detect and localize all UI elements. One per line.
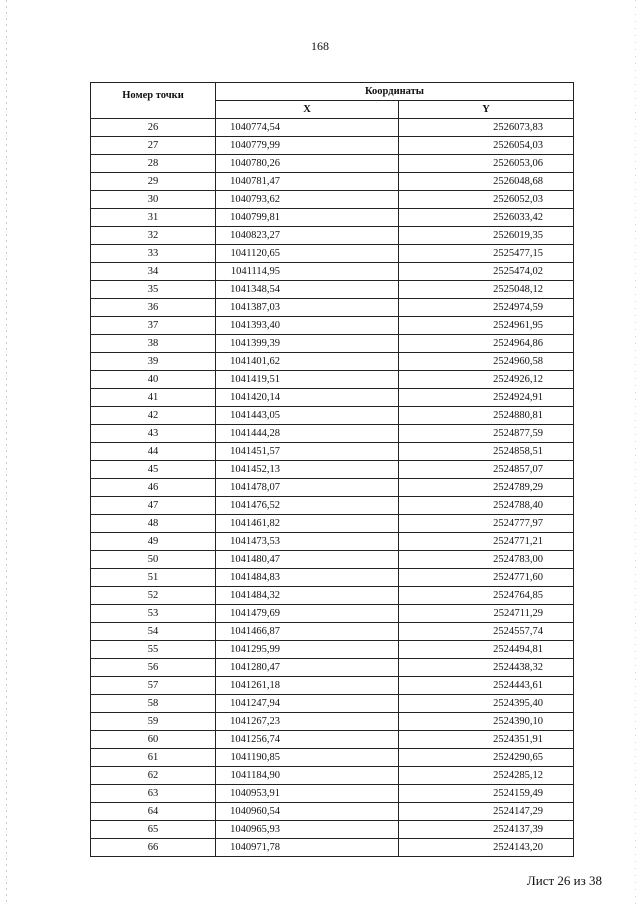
- point-number-cell: 27: [91, 137, 216, 155]
- y-coordinate-cell: 2526052,03: [399, 191, 574, 209]
- x-coordinate-cell: 1041387,03: [216, 299, 399, 317]
- point-number-cell: 47: [91, 497, 216, 515]
- point-number-cell: 62: [91, 767, 216, 785]
- x-coordinate-cell: 1041256,74: [216, 731, 399, 749]
- y-coordinate-cell: 2524924,91: [399, 389, 574, 407]
- table-row: [91, 479, 574, 497]
- x-coordinate-cell: 1041393,40: [216, 317, 399, 335]
- y-coordinate-cell: 2526073,83: [399, 119, 574, 137]
- table-row: [91, 245, 574, 263]
- y-coordinate-cell: 2524964,86: [399, 335, 574, 353]
- point-number-cell: 60: [91, 731, 216, 749]
- x-coordinate-cell: 1041348,54: [216, 281, 399, 299]
- x-coordinate-cell: 1041190,85: [216, 749, 399, 767]
- point-number-cell: 37: [91, 317, 216, 335]
- y-coordinate-cell: 2524974,59: [399, 299, 574, 317]
- x-coordinate-cell: 1041451,57: [216, 443, 399, 461]
- table-row: [91, 785, 574, 803]
- point-number-cell: 29: [91, 173, 216, 191]
- header-y: Y: [399, 101, 574, 119]
- table-row: [91, 209, 574, 227]
- x-coordinate-cell: 1041114,95: [216, 263, 399, 281]
- table-row: [91, 641, 574, 659]
- x-coordinate-cell: 1041401,62: [216, 353, 399, 371]
- x-coordinate-cell: 1041420,14: [216, 389, 399, 407]
- point-number-cell: 57: [91, 677, 216, 695]
- y-coordinate-cell: 2526048,68: [399, 173, 574, 191]
- coordinates-table: [90, 82, 574, 857]
- x-coordinate-cell: 1041120,65: [216, 245, 399, 263]
- x-coordinate-cell: 1040779,99: [216, 137, 399, 155]
- point-number-cell: 43: [91, 425, 216, 443]
- y-coordinate-cell: 2524961,95: [399, 317, 574, 335]
- table-row: [91, 821, 574, 839]
- y-coordinate-cell: 2524789,29: [399, 479, 574, 497]
- table-row: [91, 299, 574, 317]
- x-coordinate-cell: 1041295,99: [216, 641, 399, 659]
- y-coordinate-cell: 2524771,60: [399, 569, 574, 587]
- point-number-cell: 61: [91, 749, 216, 767]
- point-number-cell: 28: [91, 155, 216, 173]
- y-coordinate-cell: 2524438,32: [399, 659, 574, 677]
- table-row: [91, 407, 574, 425]
- point-number-cell: 59: [91, 713, 216, 731]
- point-number-cell: 38: [91, 335, 216, 353]
- x-coordinate-cell: 1041478,07: [216, 479, 399, 497]
- table-row: [91, 353, 574, 371]
- table-row: [91, 263, 574, 281]
- x-coordinate-cell: 1041473,53: [216, 533, 399, 551]
- point-number-cell: 33: [91, 245, 216, 263]
- y-coordinate-cell: 2524771,21: [399, 533, 574, 551]
- y-coordinate-cell: 2524788,40: [399, 497, 574, 515]
- table-row: [91, 119, 574, 137]
- page-number: 168: [311, 39, 329, 53]
- table-row: [91, 677, 574, 695]
- point-number-cell: 41: [91, 389, 216, 407]
- table-row: [91, 425, 574, 443]
- point-number-cell: 64: [91, 803, 216, 821]
- scan-edge-left: [6, 0, 7, 905]
- y-coordinate-cell: 2524290,65: [399, 749, 574, 767]
- point-number-cell: 45: [91, 461, 216, 479]
- point-number-cell: 31: [91, 209, 216, 227]
- point-number-cell: 48: [91, 515, 216, 533]
- table-row: [91, 335, 574, 353]
- y-coordinate-cell: 2524960,58: [399, 353, 574, 371]
- x-coordinate-cell: 1041399,39: [216, 335, 399, 353]
- y-coordinate-cell: 2526054,03: [399, 137, 574, 155]
- table-row: [91, 443, 574, 461]
- point-number-cell: 51: [91, 569, 216, 587]
- y-coordinate-cell: 2526053,06: [399, 155, 574, 173]
- y-coordinate-cell: 2524926,12: [399, 371, 574, 389]
- point-number-cell: 58: [91, 695, 216, 713]
- sheet-counter: Лист 26 из 38: [526, 873, 602, 888]
- table-row: [91, 173, 574, 191]
- x-coordinate-cell: 1040823,27: [216, 227, 399, 245]
- header-coordinates: Координаты: [216, 83, 574, 101]
- table-row: [91, 497, 574, 515]
- y-coordinate-cell: 2524777,97: [399, 515, 574, 533]
- x-coordinate-cell: 1040965,93: [216, 821, 399, 839]
- x-coordinate-cell: 1041466,87: [216, 623, 399, 641]
- y-coordinate-cell: 2525477,15: [399, 245, 574, 263]
- y-coordinate-cell: 2524711,29: [399, 605, 574, 623]
- y-coordinate-cell: 2524285,12: [399, 767, 574, 785]
- y-coordinate-cell: 2524390,10: [399, 713, 574, 731]
- table-row: [91, 839, 574, 857]
- point-number-cell: 36: [91, 299, 216, 317]
- table-row: [91, 803, 574, 821]
- x-coordinate-cell: 1041476,52: [216, 497, 399, 515]
- table-row: [91, 659, 574, 677]
- point-number-cell: 49: [91, 533, 216, 551]
- table-row: [91, 569, 574, 587]
- table-row: [91, 587, 574, 605]
- point-number-cell: 39: [91, 353, 216, 371]
- point-number-cell: 53: [91, 605, 216, 623]
- header-point-number: Номер точки: [91, 83, 216, 119]
- table-row: [91, 389, 574, 407]
- x-coordinate-cell: 1040799,81: [216, 209, 399, 227]
- x-coordinate-cell: 1041184,90: [216, 767, 399, 785]
- y-coordinate-cell: 2524143,20: [399, 839, 574, 857]
- x-coordinate-cell: 1040793,62: [216, 191, 399, 209]
- table-row: [91, 713, 574, 731]
- x-coordinate-cell: 1040971,78: [216, 839, 399, 857]
- table-row: [91, 317, 574, 335]
- x-coordinate-cell: 1041247,94: [216, 695, 399, 713]
- x-coordinate-cell: 1040953,91: [216, 785, 399, 803]
- table-row: [91, 749, 574, 767]
- point-number-cell: 52: [91, 587, 216, 605]
- y-coordinate-cell: 2524764,85: [399, 587, 574, 605]
- y-coordinate-cell: 2524395,40: [399, 695, 574, 713]
- y-coordinate-cell: 2524557,74: [399, 623, 574, 641]
- y-coordinate-cell: 2524858,51: [399, 443, 574, 461]
- x-coordinate-cell: 1040781,47: [216, 173, 399, 191]
- point-number-cell: 56: [91, 659, 216, 677]
- y-coordinate-cell: 2525474,02: [399, 263, 574, 281]
- table-row: [91, 767, 574, 785]
- point-number-cell: 44: [91, 443, 216, 461]
- point-number-cell: 54: [91, 623, 216, 641]
- x-coordinate-cell: 1041452,13: [216, 461, 399, 479]
- table-row: [91, 551, 574, 569]
- table-row: [91, 227, 574, 245]
- y-coordinate-cell: 2525048,12: [399, 281, 574, 299]
- table-row: [91, 461, 574, 479]
- point-number-cell: 50: [91, 551, 216, 569]
- y-coordinate-cell: 2524443,61: [399, 677, 574, 695]
- x-coordinate-cell: 1041484,83: [216, 569, 399, 587]
- x-coordinate-cell: 1040960,54: [216, 803, 399, 821]
- y-coordinate-cell: 2524351,91: [399, 731, 574, 749]
- x-coordinate-cell: 1041419,51: [216, 371, 399, 389]
- table-row: [91, 533, 574, 551]
- x-coordinate-cell: 1041480,47: [216, 551, 399, 569]
- table-row: [91, 137, 574, 155]
- y-coordinate-cell: 2524494,81: [399, 641, 574, 659]
- table-row: [91, 191, 574, 209]
- y-coordinate-cell: 2524880,81: [399, 407, 574, 425]
- point-number-cell: 42: [91, 407, 216, 425]
- scan-edge-right: [635, 0, 636, 905]
- y-coordinate-cell: 2526033,42: [399, 209, 574, 227]
- table-row: [91, 731, 574, 749]
- y-coordinate-cell: 2524783,00: [399, 551, 574, 569]
- table-row: [91, 371, 574, 389]
- x-coordinate-cell: 1040780,26: [216, 155, 399, 173]
- x-coordinate-cell: 1041479,69: [216, 605, 399, 623]
- point-number-cell: 35: [91, 281, 216, 299]
- x-coordinate-cell: 1040774,54: [216, 119, 399, 137]
- point-number-cell: 55: [91, 641, 216, 659]
- header-x: X: [216, 101, 399, 119]
- x-coordinate-cell: 1041280,47: [216, 659, 399, 677]
- x-coordinate-cell: 1041484,32: [216, 587, 399, 605]
- x-coordinate-cell: 1041443,05: [216, 407, 399, 425]
- y-coordinate-cell: 2526019,35: [399, 227, 574, 245]
- table-row: [91, 695, 574, 713]
- x-coordinate-cell: 1041267,23: [216, 713, 399, 731]
- point-number-cell: 32: [91, 227, 216, 245]
- table-row: [91, 515, 574, 533]
- point-number-cell: 30: [91, 191, 216, 209]
- point-number-cell: 63: [91, 785, 216, 803]
- point-number-cell: 66: [91, 839, 216, 857]
- x-coordinate-cell: 1041261,18: [216, 677, 399, 695]
- y-coordinate-cell: 2524147,29: [399, 803, 574, 821]
- table-row: [91, 605, 574, 623]
- table-row: [91, 155, 574, 173]
- point-number-cell: 34: [91, 263, 216, 281]
- point-number-cell: 46: [91, 479, 216, 497]
- y-coordinate-cell: 2524137,39: [399, 821, 574, 839]
- point-number-cell: 26: [91, 119, 216, 137]
- x-coordinate-cell: 1041444,28: [216, 425, 399, 443]
- y-coordinate-cell: 2524159,49: [399, 785, 574, 803]
- table-row: [91, 623, 574, 641]
- table-body: [91, 119, 574, 857]
- point-number-cell: 65: [91, 821, 216, 839]
- table-row: [91, 281, 574, 299]
- x-coordinate-cell: 1041461,82: [216, 515, 399, 533]
- point-number-cell: 40: [91, 371, 216, 389]
- y-coordinate-cell: 2524877,59: [399, 425, 574, 443]
- y-coordinate-cell: 2524857,07: [399, 461, 574, 479]
